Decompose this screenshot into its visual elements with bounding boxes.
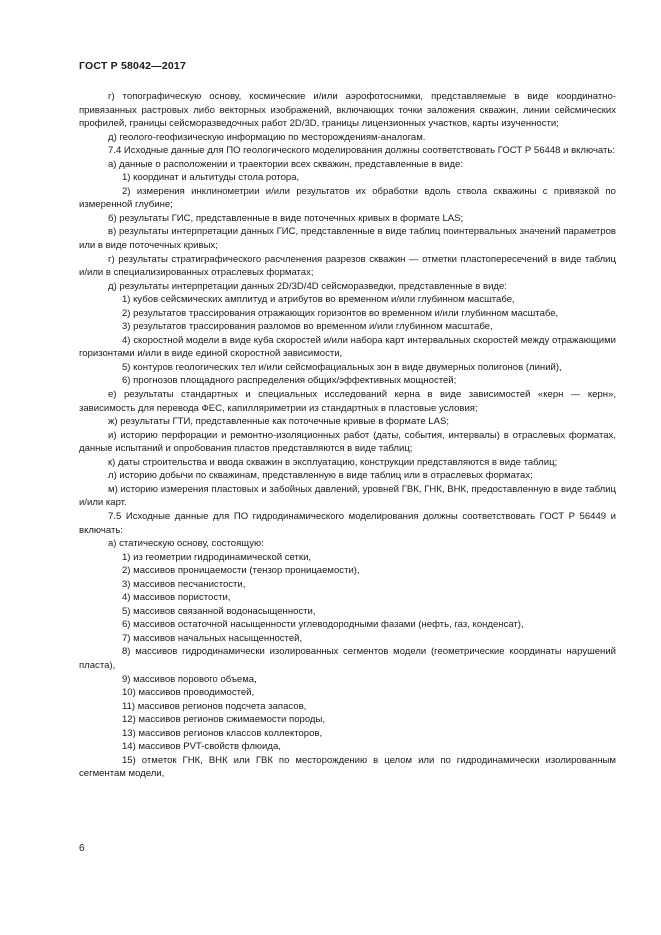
list-subitem: 1) кубов сейсмических амплитуд и атрибутов во временном и/или глубинном масштабе, (122, 294, 515, 306)
paragraph: 7.5 Исходные данные для ПО гидродинамического моделирования должны соответствовать ГОСТ Р 56449 и включать: (79, 510, 616, 536)
paragraph: и) историю перфорации и ремонтно-изоляционных работ (даты, события, интервалы) в отраслевых форматах, данные испытаний и опробования пластов представляются в виде таблиц; (79, 429, 616, 455)
paragraph: г) топографическую основу, космические и/или аэрофотоснимки, представляемые в виде координатно-привязанных растровых либо векторных изображений, включающих точки заложения скважин, линии сейсмических профилей, границы сейсморазведочных работ 2D/3D, границы лицензионных участков, карты изученности; (79, 91, 616, 130)
paragraph: м) историю измерения пластовых и забойных давлений, уровней ГВК, ГНК, ВНК, предоставленную в виде таблиц и/или карт. (79, 483, 616, 509)
paragraph: 7.4 Исходные данные для ПО геологического моделирования должны соответствовать ГОСТ Р 56448 и включать: (108, 145, 616, 157)
paragraph: ж) результаты ГТИ, представленные как поточечные кривые в формате LAS; (108, 416, 449, 428)
paragraph: а) данные о расположении и траектории всех скважин, представленные в виде: (108, 158, 463, 170)
paragraph: д) результаты интерпретации данных 2D/3D/4D сейсморазведки, представленные в виде: (108, 280, 507, 292)
paragraph: в) результаты интерпретации данных ГИС, представленные в виде таблиц поинтервальных значений параметров или в виде поточечных кривых; (79, 226, 616, 252)
paragraph: а) статическую основу, состоящую: (108, 538, 264, 550)
list-subitem: 6) массивов остаточной насыщенности углеводородными фазами (нефть, газ, конденсат), (122, 619, 524, 631)
paragraph: л) историю добычи по скважинам, представленную в виде таблиц или в отраслевых форматах; (108, 470, 533, 482)
list-subitem: 2) измерения инклинометрии и/или результатов их обработки вдоль ствола скважины с привязкой по измеренной глубине; (79, 185, 616, 211)
list-subitem: 3) массивов песчанистости, (122, 578, 246, 590)
list-subitem: 8) массивов гидродинамически изолированных сегментов модели (геометрические координаты нарушений пласта), (79, 646, 616, 671)
list-subitem: 3) результатов трассирования разломов во временном и/или глубинном масштабе, (122, 321, 493, 333)
list-subitem: 2) массивов проницаемости (тензор проницаемости), (122, 565, 360, 577)
list-subitem: 12) массивов регионов сжимаемости породы, (122, 714, 326, 726)
list-subitem: 13) массивов регионов классов коллекторов, (122, 727, 323, 739)
list-subitem: 9) массивов порового объема, (122, 673, 257, 685)
document-body (79, 90, 616, 781)
list-subitem: 1) из геометрии гидродинамической сетки, (122, 551, 312, 563)
list-subitem: 5) массивов связанной водонасыщенности, (122, 605, 316, 617)
list-subitem: 15) отметок ГНК, ВНК или ГВК по месторождению в целом или по гидродинамически изолированным сегментам модели, (79, 754, 616, 780)
list-subitem: 4) скоростной модели в виде куба скоростей и/или набора карт интервальных скоростей между отражающими горизонтами и/или в виде единой скоростной зависимости, (79, 334, 616, 360)
list-subitem: 7) массивов начальных насыщенностей, (122, 632, 303, 644)
paragraph: г) результаты стратиграфического расчленения разрезов скважин — отметки пластопересечений в виде таблиц и/или в специализированных отраслевых форматах; (79, 253, 616, 279)
paragraph: к) даты строительства и ввода скважин в эксплуатацию, конструкции представляются в виде таблиц; (108, 456, 558, 468)
list-subitem: 1) координат и альтитуды стола ротора, (122, 172, 300, 184)
document-header: ГОСТ Р 58042—2017 (79, 60, 187, 72)
paragraph: е) результаты стандартных и специальных исследований керна в виде зависимостей «керн — керн», зависимость для перевода ФЕС, капилляриметрии из стандартных в пластовые условия; (79, 389, 616, 414)
list-subitem: 5) контуров геологических тел и/или сейсмофациальных зон в виде двумерных полигонов (линий), (122, 361, 562, 373)
paragraph: б) результаты ГИС, представленные в виде поточечных кривых в формате LAS; (108, 212, 464, 224)
list-subitem: 2) результатов трассирования отражающих горизонтов во временном и/или глубинном масштабе, (122, 307, 559, 319)
list-subitem: 11) массивов регионов подсчета запасов, (122, 700, 307, 712)
list-subitem: 10) массивов проводимостей, (122, 687, 255, 699)
list-subitem: 4) массивов пористости, (122, 592, 231, 604)
page-number: 6 (79, 843, 85, 854)
paragraph: д) геолого-геофизическую информацию по месторождениям-аналогам. (108, 131, 426, 143)
list-subitem: 14) массивов PVT-свойств флюида, (122, 741, 281, 753)
list-subitem: 6) прогнозов площадного распределения общих/эффективных мощностей; (122, 375, 457, 387)
